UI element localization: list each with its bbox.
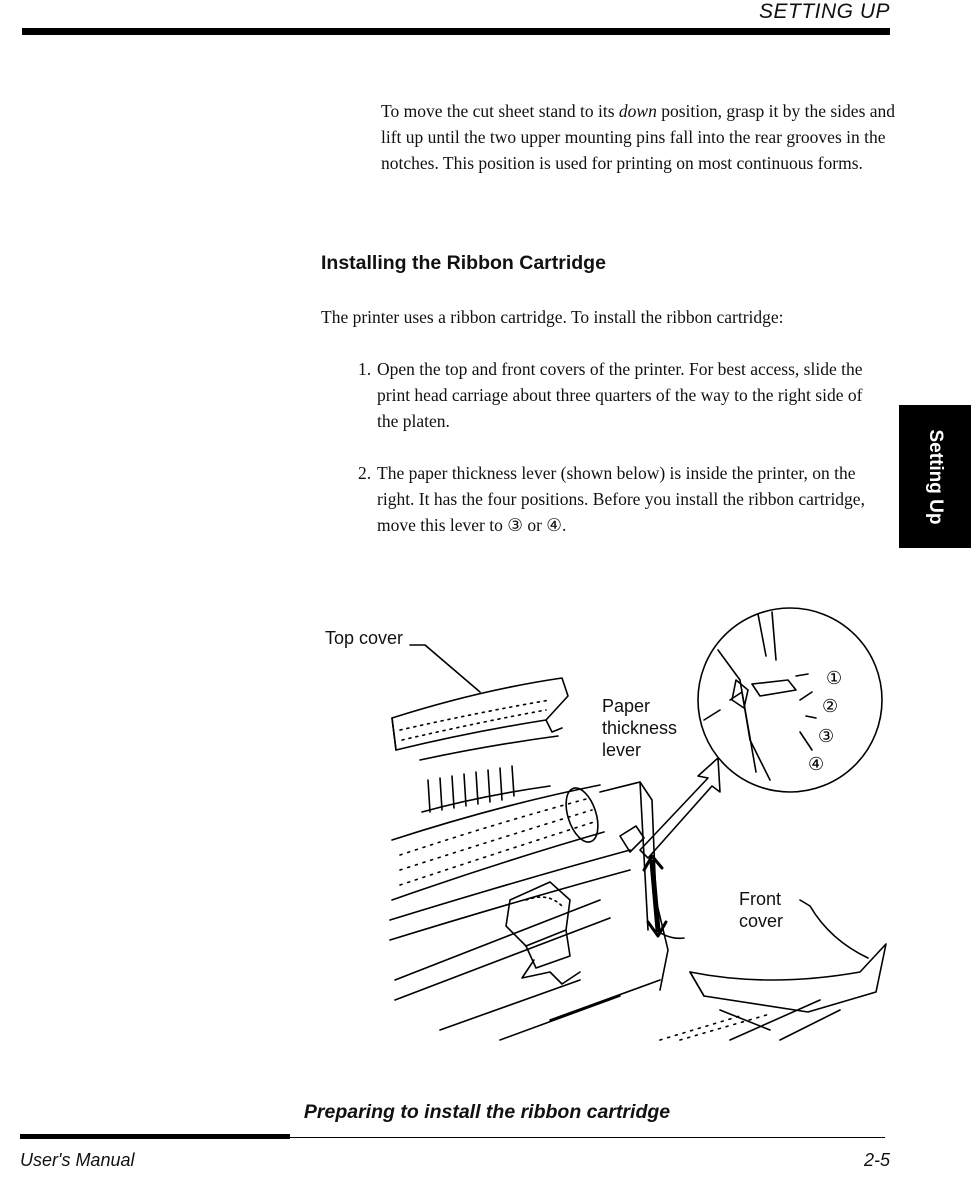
- intro-paragraph: To move the cut sheet stand to its down position, grasp it by the sides and lift up until the two upper mounting pins fall into the rear grooves in the notches. This position is used for printing on most continuous forms.: [381, 101, 896, 173]
- step-number: 2.: [358, 463, 372, 483]
- printer-drawing: [300, 600, 900, 1060]
- step-number: 1.: [358, 359, 372, 379]
- page-number: 2-5: [863, 1150, 890, 1170]
- paper-thickness-label: Paper thickness lever: [602, 696, 678, 760]
- figure-caption: Preparing to install the ribbon cartridge: [303, 1101, 671, 1123]
- front-cover-label: Front cover: [739, 889, 784, 931]
- step-text: Open the top and front covers of the printer. For best access, slide the print head carriage about three quarters of the way to the right side of the platen.: [377, 359, 863, 431]
- side-tab-label: Setting Up: [925, 429, 946, 524]
- step-2: [358, 460, 878, 538]
- position-1: ①: [826, 668, 843, 689]
- step-text: The paper thickness lever (shown below) is inside the printer, on the right. It has the four positions. Before you install the ribbon cartridge, move this lever to ③ or ④.: [377, 463, 865, 535]
- header-rule: [22, 28, 890, 35]
- top-cover-label: Top cover: [325, 628, 404, 648]
- section-heading: Installing the Ribbon Cartridge: [321, 252, 606, 274]
- footer-rule: [20, 1137, 885, 1138]
- printer-illustration: [300, 600, 900, 1060]
- position-4: ④: [808, 754, 825, 775]
- position-2: ②: [822, 696, 839, 717]
- side-tab: [899, 405, 971, 548]
- section-intro: The printer uses a ribbon cartridge. To install the ribbon cartridge:: [321, 307, 784, 327]
- position-3: ③: [818, 726, 835, 747]
- running-header: SETTING UP: [758, 0, 890, 23]
- step-1: [358, 356, 878, 434]
- footer-manual-title: User's Manual: [20, 1150, 135, 1170]
